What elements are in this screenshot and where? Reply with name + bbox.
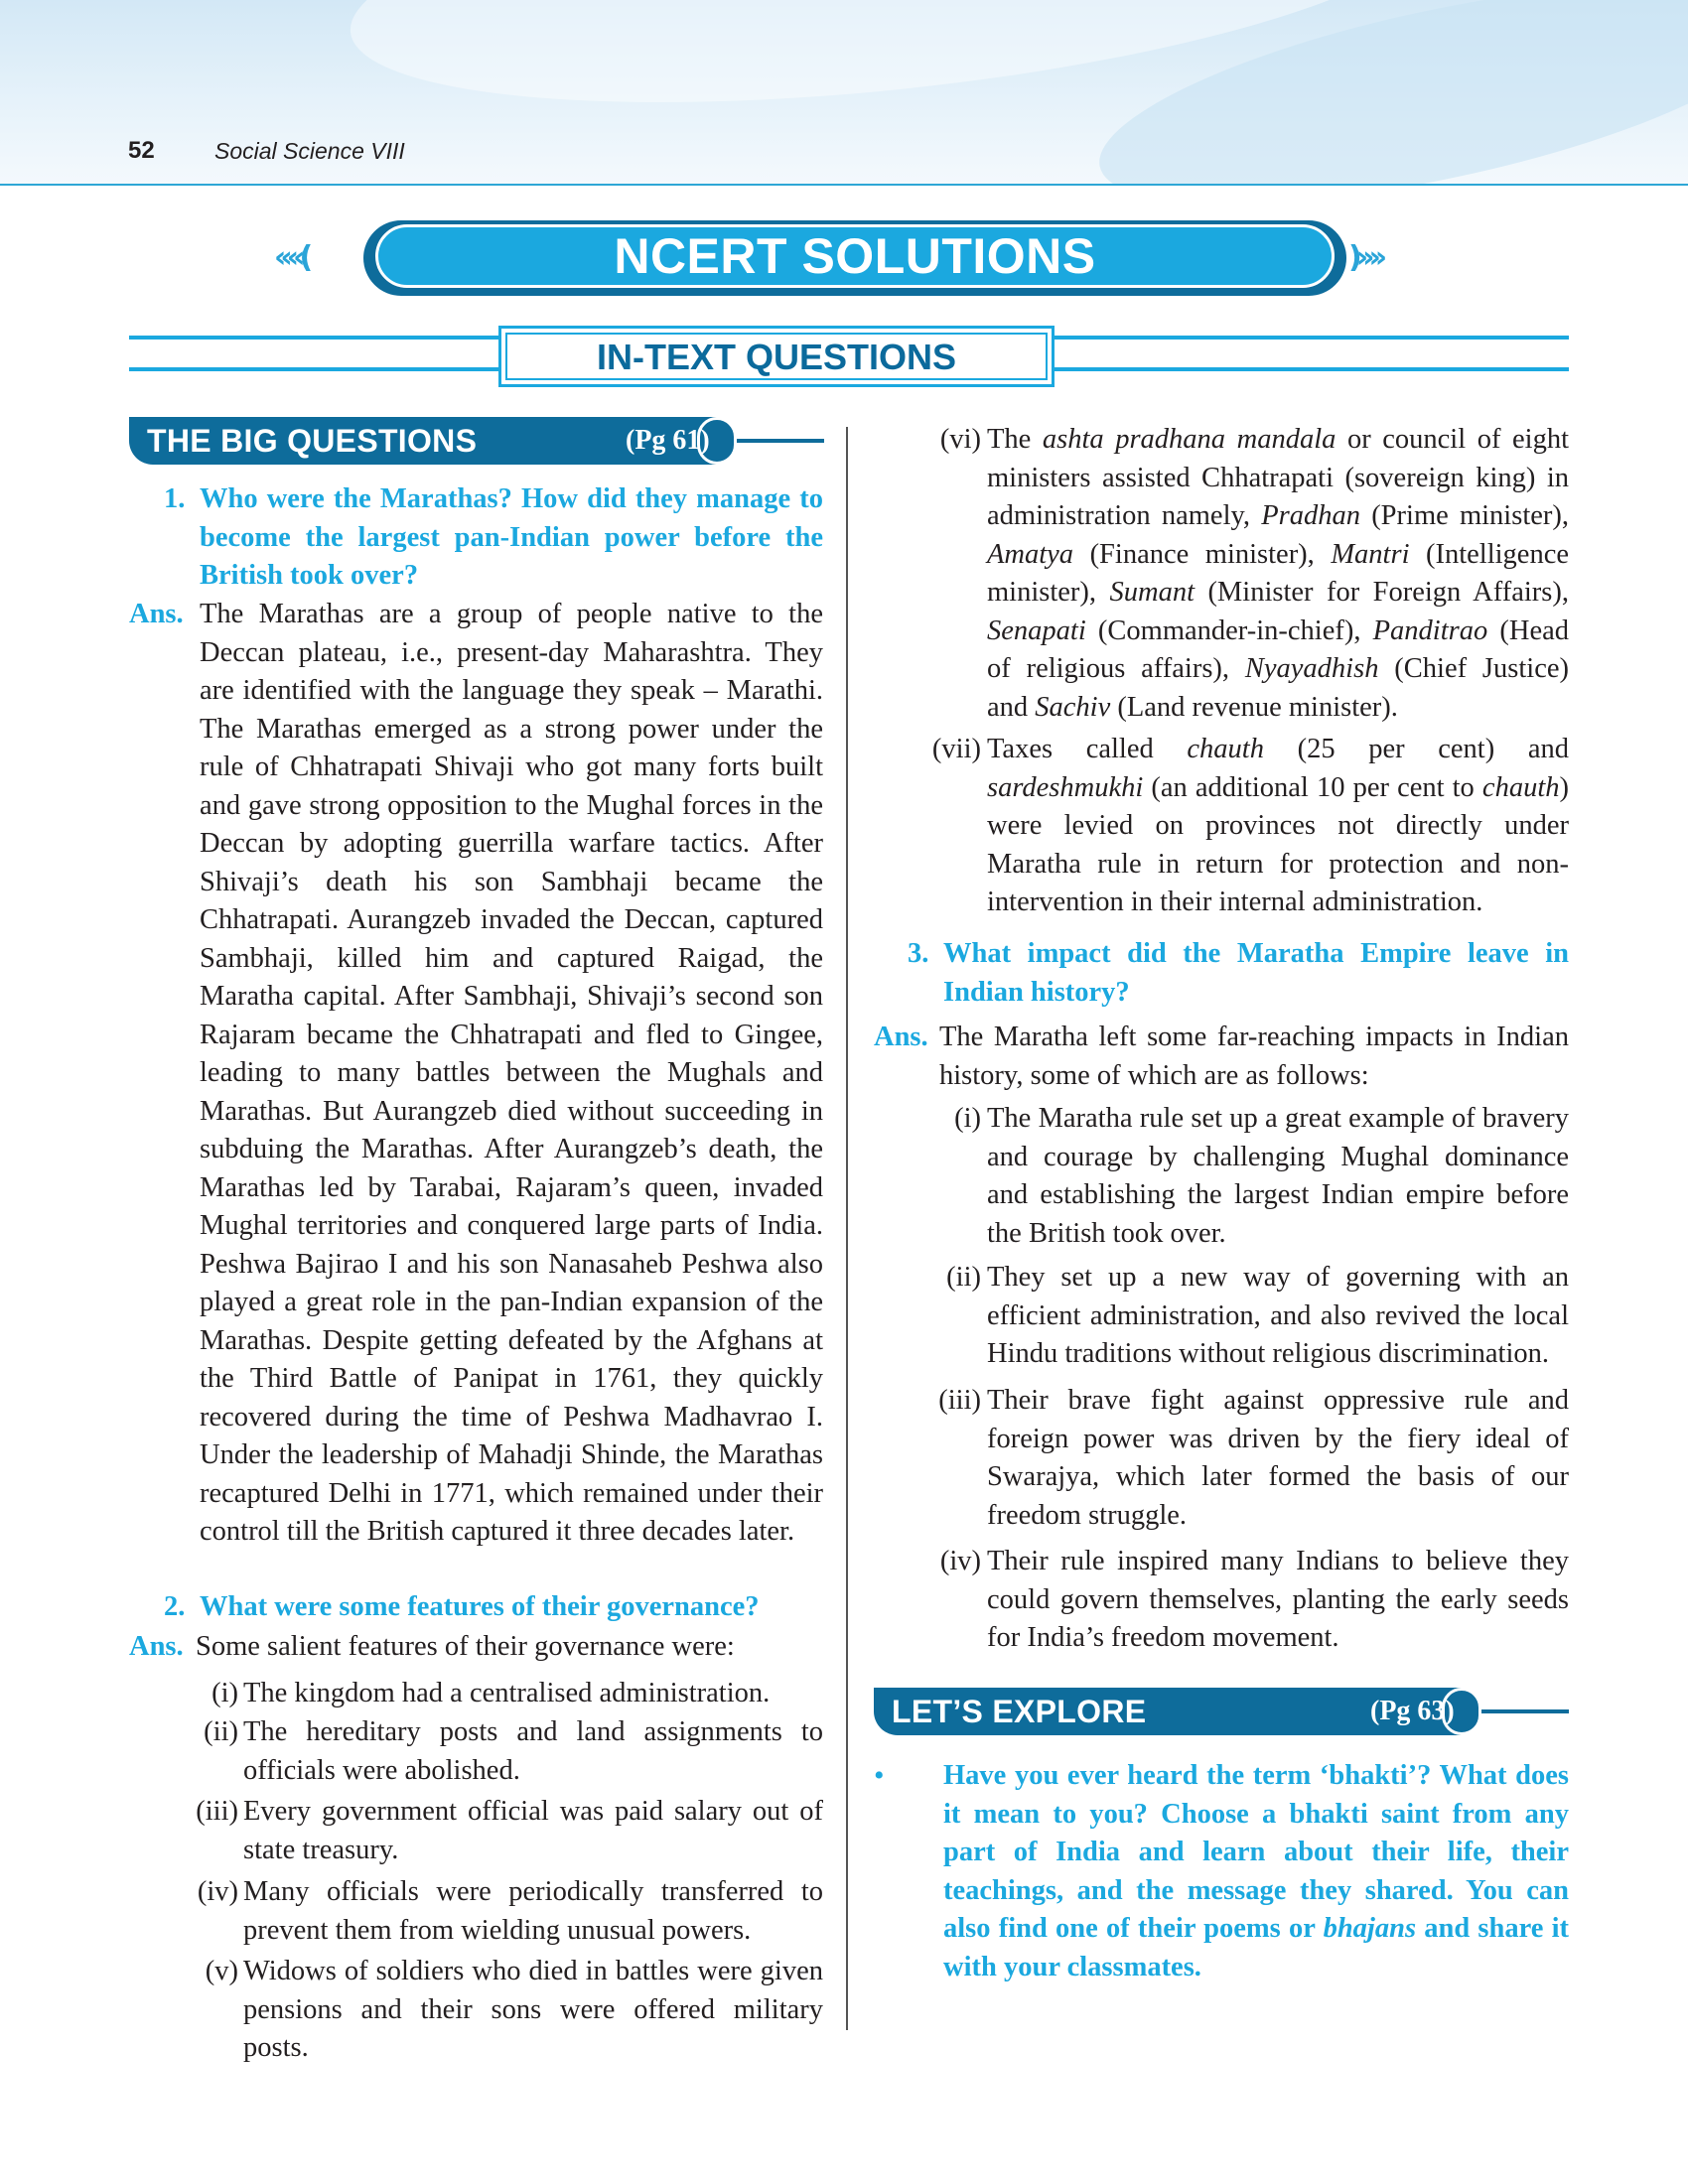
explore-question: Have you ever heard the term ‘bhakti’? What does it mean to you? Choose a bhakti saint from any part of India and learn about their life, their teachings, and the message they shared. You can also find one of their poems or bhajans and share it with your classmates. — [943, 1760, 1570, 1982]
answer-label: Ans. — [129, 1631, 184, 1662]
answer-2-intro: Some salient features of their governance were: — [196, 1631, 735, 1662]
book-title: Social Science VIII — [214, 138, 405, 164]
bullet-icon: • — [874, 1759, 885, 1792]
list-number: (i) — [954, 1103, 981, 1134]
pill-end-ring — [1442, 1688, 1481, 1735]
section-heading-big-questions — [129, 417, 737, 465]
question-number: 3. — [908, 938, 929, 969]
chevron-right-icon: )›››› — [1348, 240, 1382, 275]
list-number: (vii) — [931, 734, 981, 764]
section-heading-lets-explore — [874, 1688, 1481, 1735]
question-3: What impact did the Maratha Empire leave in Indian history? — [943, 938, 1569, 1008]
list-item: They set up a new way of governing with an efficient administration, and also revived the local Hindu traditions without religious discrimination. — [987, 1262, 1569, 1369]
list-item: Their brave fight against oppressive rule and foreign power was driven by the fiery ideal of Swarajya, which later formed the basis of our freedom struggle. — [987, 1385, 1569, 1531]
question-number: 2. — [164, 1591, 186, 1622]
answer-3-intro: The Maratha left some far-reaching impacts in Indian history, some of which are as follows: — [939, 1022, 1569, 1091]
ncert-banner — [268, 220, 1420, 296]
page-reference: (Pg 63) — [1370, 1696, 1455, 1726]
list-item: The hereditary posts and land assignments to officials were abolished. — [243, 1716, 823, 1786]
list-number: (v) — [205, 1956, 238, 1986]
page-reference: (Pg 61) — [626, 425, 710, 456]
answer-label: Ans. — [129, 599, 184, 629]
list-item-vii: Taxes called chauth (25 per cent) and sardeshmukhi (an additional 10 per cent to chauth) were levied on provinces not directly under Maratha rule in return for protection and non-intervention in their internal administration. — [987, 734, 1569, 917]
pill-end-ring — [697, 417, 737, 465]
section-title: THE BIG QUESTIONS — [147, 423, 478, 459]
list-number: (iv) — [939, 1546, 981, 1576]
chevron-left-icon: ‹‹‹‹( — [274, 240, 308, 275]
question-number: 1. — [164, 483, 186, 514]
list-number: (i) — [211, 1678, 238, 1708]
list-number: (iii) — [938, 1385, 981, 1416]
header-rule — [0, 184, 1688, 186]
list-item-vi: The ashta pradhana mandala or council of eight ministers assisted Chhatrapati (sovereign king) in administration namely, Pradhan (Prime minister), Amatya (Finance minister), Mantri (Intelligence minister), Sumant (Minister for Foreign Affairs), Senapati (Commander-in-chief), Panditrao (Head of religious affairs), Nyayadhish (Chief Justice) and Sachiv (Land revenue minister). — [987, 424, 1570, 723]
list-item: The Maratha rule set up a great example of bravery and courage by challenging Mughal dominance and establishing the largest Indian empire before the British took over. — [987, 1103, 1569, 1249]
answer-label: Ans. — [874, 1022, 928, 1052]
list-number: (vi) — [939, 424, 981, 455]
answer-1: The Marathas are a group of people native to the Deccan plateau, i.e., present-day Maharashtra. They are identified with the language they speak – Marathi. The Marathas emerged as a strong power under the rule of Chhatrapati Shivaji who got many forts built and gave strong opposition to the Mughal forces in the Deccan by adopting guerrilla warfare tactics. After Shivaji’s death his son Sambhaji became the Chhatrapati. Aurangzeb invaded the Deccan, captured Sambhaji, killed him and captured Raigad, the Maratha capital. After Sambhaji, Shivaji’s second son Rajaram became the Chhatrapati and fled to Gingee, leading to many battles between the Mughals and Marathas. But Aurangzeb died without succeeding in subduing the Marathas. After Aurangzeb’s death, the Marathas led by Tarabai, Rajaram’s queen, invaded Mughal territories and conquered large parts of India. Peshwa Bajirao I and his son Nanasaheb Peshwa also played a great role in the pan-Indian expansion of the Marathas. Despite getting defeated by the Afghans at the Third Battle of Panipat in 1761, they quickly recovered during the time of Peshwa Madhavrao I. Under the leadership of Mahadji Shinde, the Marathas recaptured Delhi in 1771, which remained under their control till the British captured it three decades later. — [200, 599, 823, 1547]
list-item: Every government official was paid salary out of state treasury. — [243, 1796, 823, 1865]
list-number: (iv) — [197, 1876, 238, 1907]
section-heading-rule — [1481, 1709, 1569, 1713]
section-title: LET’S EXPLORE — [892, 1694, 1147, 1729]
list-item: Many officials were periodically transferred to prevent them from wielding unusual powers. — [243, 1876, 823, 1946]
column-divider — [846, 427, 848, 2030]
list-item: Their rule inspired many Indians to believe they could govern themselves, planting the early seeds for India’s freedom movement. — [987, 1546, 1569, 1653]
subheading-title: IN-TEXT QUESTIONS — [505, 333, 1048, 380]
subheading-box — [498, 326, 1055, 387]
list-number: (iii) — [196, 1796, 238, 1827]
banner-title: NCERT SOLUTIONS — [375, 224, 1335, 288]
question-1: Who were the Marathas? How did they manage to become the largest pan-Indian power before the British took over? — [200, 483, 823, 591]
list-item: The kingdom had a centralised administration. — [243, 1678, 771, 1708]
question-2: What were some features of their governance? — [200, 1591, 760, 1622]
list-number: (ii) — [204, 1716, 238, 1747]
page-number: 52 — [128, 137, 155, 164]
section-heading-rule — [737, 439, 824, 443]
list-number: (ii) — [946, 1262, 981, 1293]
list-item: Widows of soldiers who died in battles were given pensions and their sons were offered military posts. — [243, 1956, 823, 2063]
